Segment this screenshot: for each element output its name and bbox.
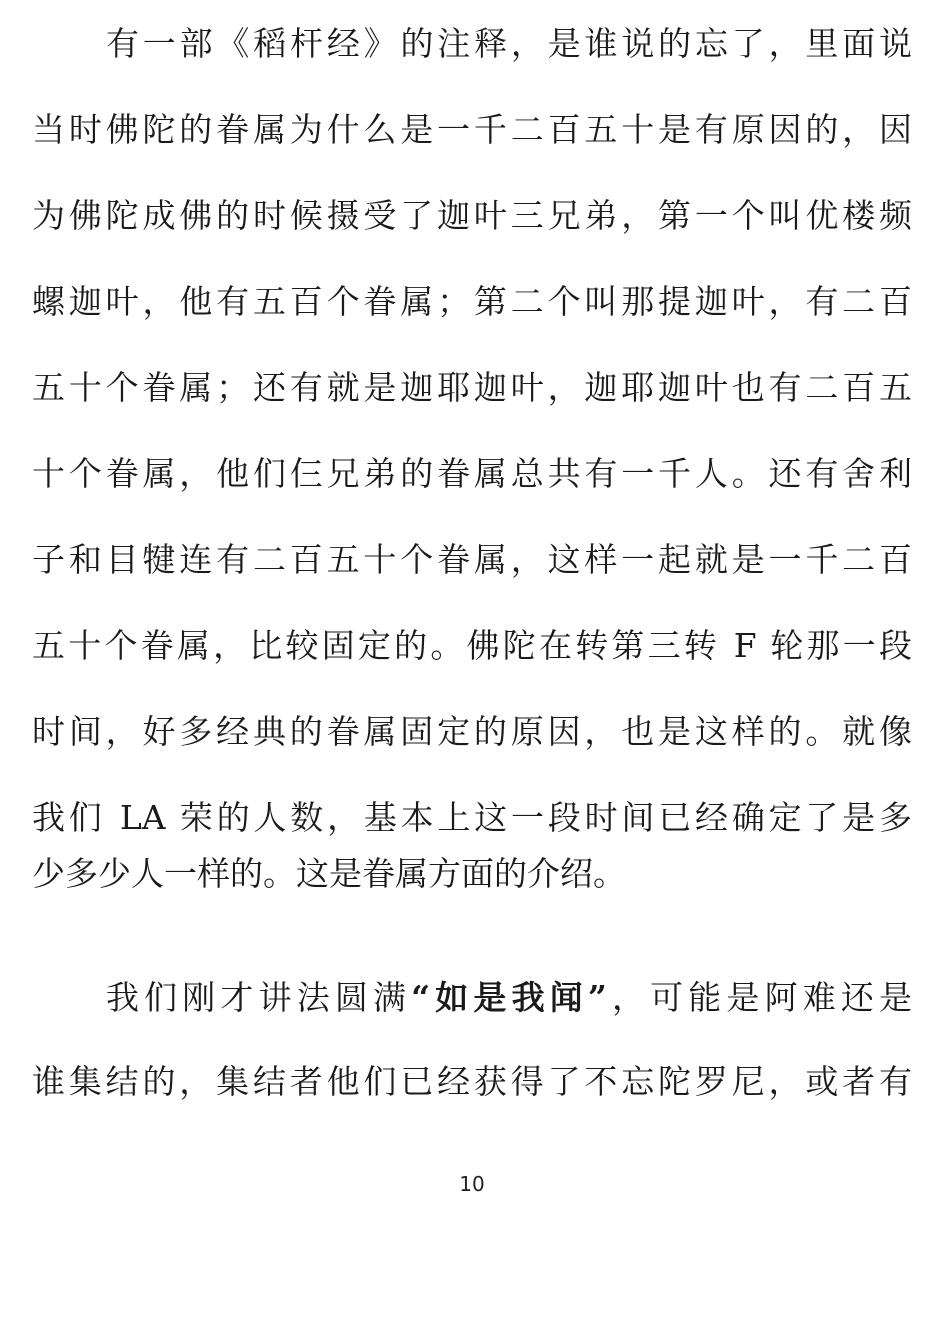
paragraph1-line-10: 我们 LA 荣的人数，基本上这一段时间已经确定了是多 (32, 798, 912, 837)
quoted-phrase: “如是我闻” (411, 978, 607, 1017)
paragraph1-line-9: 时间，好多经典的眷属固定的原因，也是这样的。就像 (32, 712, 912, 751)
paragraph1-line-11: 少多少人一样的。这是眷属方面的介绍。 (32, 854, 626, 893)
paragraph1-line-7: 子和目犍连有二百五十个眷属，这样一起就是一千二百 (32, 540, 912, 579)
paragraph1-line-2: 当时佛陀的眷属为什么是一千二百五十是有原因的，因 (32, 110, 912, 149)
paragraph1-line-4: 螺迦叶，他有五百个眷属；第二个叫那提迦叶，有二百 (32, 282, 912, 321)
page-number: 10 (459, 1172, 485, 1196)
paragraph1-line-3: 为佛陀成佛的时候摄受了迦叶三兄弟，第一个叫优楼频 (32, 196, 912, 235)
paragraph2-line-1-end: ，可能是阿难还是 (606, 978, 912, 1017)
paragraph1-line-5: 五十个眷属；还有就是迦耶迦叶，迦耶迦叶也有二百五 (32, 368, 912, 407)
paragraph1-line-8: 五十个眷属，比较固定的。佛陀在转第三转 F 轮那一段 (32, 626, 912, 665)
paragraph2-line-2: 谁集结的，集结者他们已经获得了不忘陀罗尼，或者有 (32, 1062, 912, 1101)
paragraph2-line-1 (106, 976, 912, 1020)
paragraph2-line-1-start: 我们刚才讲法圆满 (106, 978, 412, 1017)
paragraph1-line-6: 十个眷属，他们仨兄弟的眷属总共有一千人。还有舍利 (32, 454, 912, 493)
paragraph1-line-1: 有一部《稻杆经》的注释，是谁说的忘了，里面说 (106, 24, 912, 63)
